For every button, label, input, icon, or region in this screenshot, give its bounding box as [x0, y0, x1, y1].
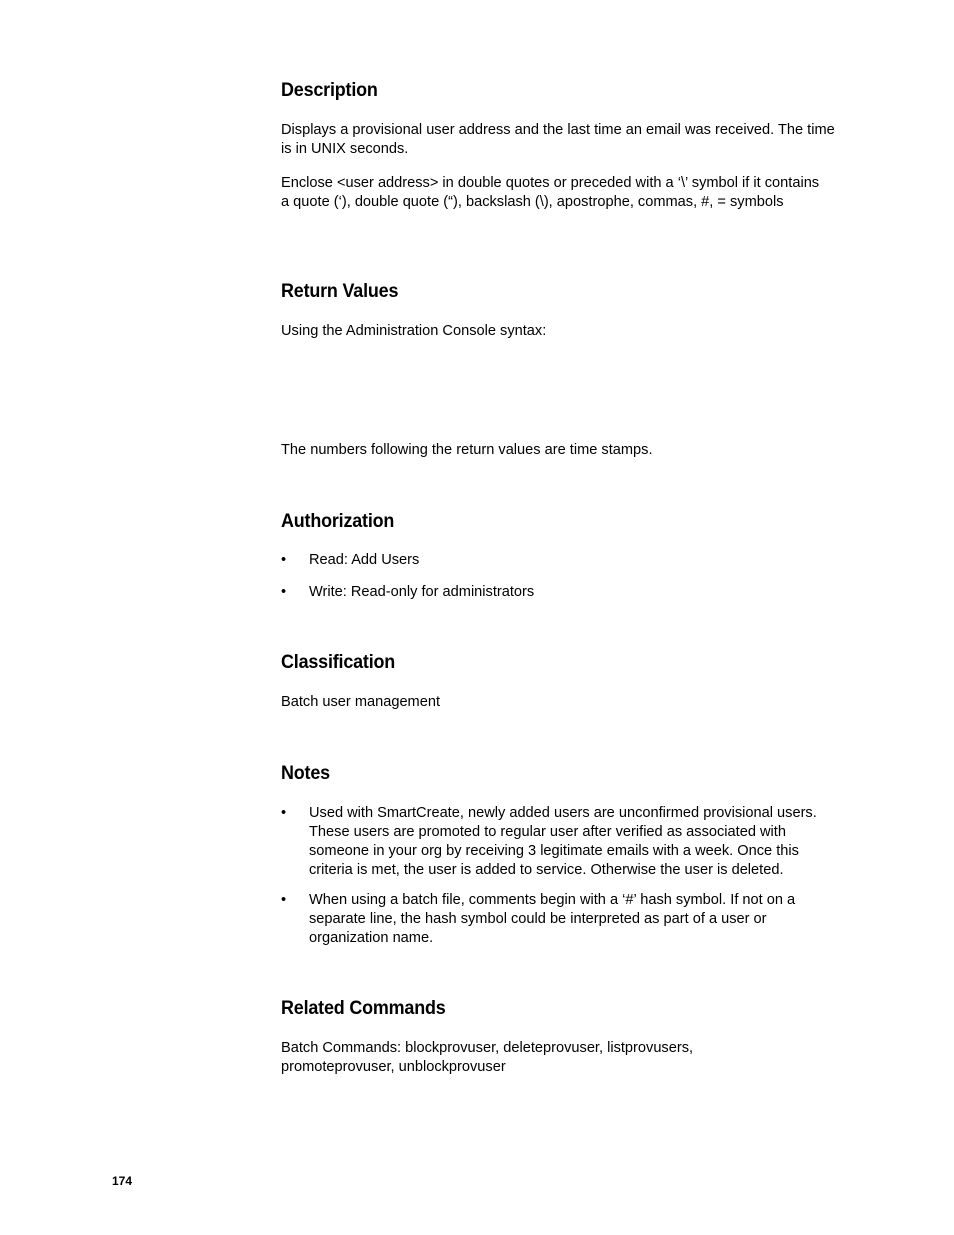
authorization-list-item: [281, 551, 843, 570]
notes-list-item: [281, 804, 843, 880]
related-commands-heading: Related Commands: [281, 997, 446, 1019]
authorization-heading: Authorization: [281, 510, 395, 532]
notes-list-item: [281, 891, 843, 948]
notes-item-text: Used with SmartCreate, newly added users are unconfirmed provisional users. These users are promoted to regular user after verified as associated with someone in your org by receiving 3 legitimate emails with a week. Once this criteria is met, the user is added to service. Otherwise the user is deleted.: [309, 805, 817, 878]
related-commands-text: Batch Commands: blockprovuser, deleteprovuser, listprovusers, promoteprovuser, unblockprovuser: [281, 1040, 694, 1075]
return-values-paragraph-2: The numbers following the return values are time stamps.: [281, 442, 653, 458]
return-values-heading: Return Values: [281, 280, 399, 302]
description-paragraph-2: Enclose <user address> in double quotes or preceded with a ‘\’ symbol if it contains a quote (‘), double quote (“), backslash (\), apostrophe, commas, #, = symbols: [281, 175, 820, 210]
page-number: 174: [112, 1174, 133, 1188]
bullet-icon: •: [281, 552, 287, 568]
authorization-list-item: [281, 583, 843, 602]
return-values-paragraph-1: Using the Administration Console syntax:: [281, 323, 547, 339]
notes-item-text: When using a batch file, comments begin with a ‘#’ hash symbol. If not on a separate line, the hash symbol could be interpreted as part of a user or organization name.: [309, 892, 796, 946]
bullet-icon: •: [281, 805, 287, 821]
notes-heading: Notes: [281, 762, 330, 784]
classification-text: Batch user management: [281, 694, 440, 710]
bullet-icon: •: [281, 584, 287, 600]
description-heading: Description: [281, 79, 378, 101]
description-paragraph-1: Displays a provisional user address and the last time an email was received. The time is in UNIX seconds.: [281, 122, 835, 157]
classification-heading: Classification: [281, 651, 396, 673]
authorization-item-text: Read: Add Users: [309, 552, 420, 568]
authorization-item-text: Write: Read-only for administrators: [309, 584, 535, 600]
bullet-icon: •: [281, 892, 287, 908]
